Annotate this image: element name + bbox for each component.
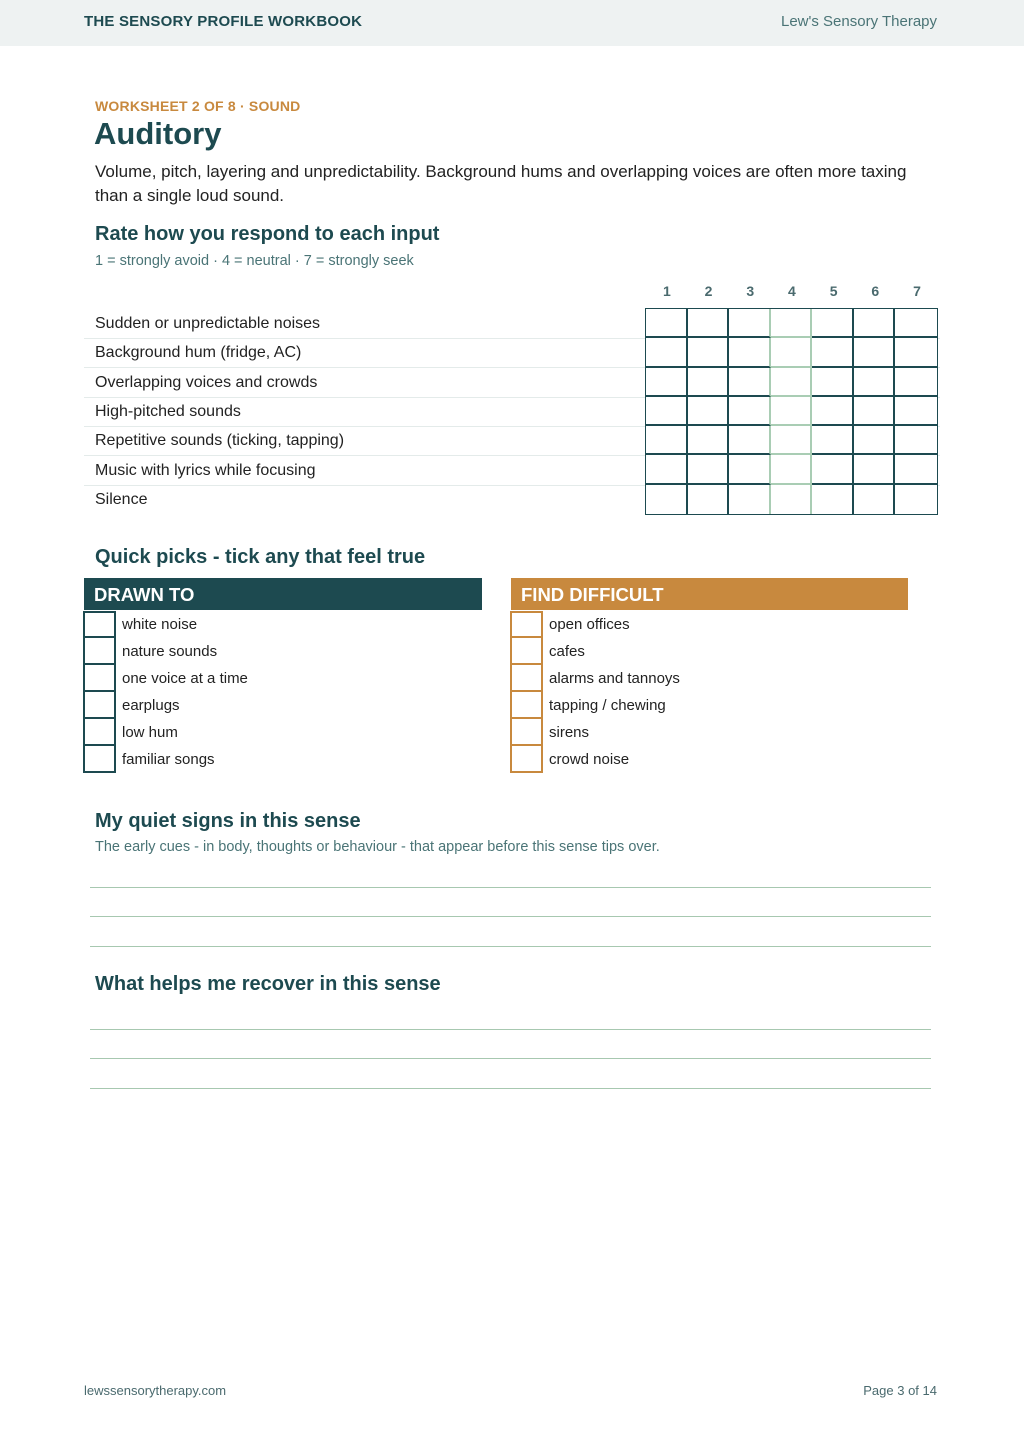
rating-cell[interactable] <box>729 309 771 338</box>
rating-cell[interactable] <box>854 397 896 426</box>
rating-cell[interactable] <box>895 426 937 455</box>
rating-cell[interactable] <box>771 368 813 397</box>
rating-cell[interactable] <box>812 426 854 455</box>
rating-cell[interactable] <box>812 309 854 338</box>
rating-heading: Rate how you respond to each input <box>95 223 440 245</box>
rating-cell[interactable] <box>688 368 730 397</box>
rating-cell[interactable] <box>812 455 854 484</box>
tick-checkbox[interactable] <box>510 692 543 719</box>
rating-cell[interactable] <box>895 455 937 484</box>
tick-checkbox[interactable] <box>510 665 543 692</box>
recovery-heading: What helps me recover in this sense <box>95 973 441 995</box>
drawn-to-item-label: familiar songs <box>122 751 215 768</box>
footer-website: lewssensorytherapy.com <box>84 1383 227 1398</box>
rating-cell[interactable] <box>854 426 896 455</box>
tick-checkbox[interactable] <box>83 692 116 719</box>
worksheet-intro: Volume, pitch, layering and unpredictability. Background hums and overlapping voices are often more taxing than a single loud sound. <box>95 162 907 205</box>
page-header <box>0 0 1024 46</box>
scale-label: 6 <box>871 283 880 299</box>
rating-cell[interactable] <box>688 485 730 514</box>
rating-item-label: Overlapping voices and crowds <box>95 374 318 391</box>
rating-cell[interactable] <box>895 338 937 367</box>
rating-cell[interactable] <box>812 368 854 397</box>
scale-label: 4 <box>788 283 796 299</box>
scale-label: 3 <box>746 283 755 299</box>
rating-cell[interactable] <box>646 397 688 426</box>
rating-cell[interactable] <box>771 338 813 367</box>
drawn-to-item-label: nature sounds <box>122 643 218 660</box>
brand-name: Lew's Sensory Therapy <box>781 13 937 30</box>
tick-checkbox[interactable] <box>510 638 543 665</box>
rating-item-label: Sudden or unpredictable noises <box>95 315 321 332</box>
find-difficult-item-label: cafes <box>549 643 585 660</box>
rating-cell[interactable] <box>688 455 730 484</box>
rating-item-label: Music with lyrics while focusing <box>95 462 316 479</box>
rating-scale-header <box>646 283 938 299</box>
rating-cell[interactable] <box>646 368 688 397</box>
writing-line[interactable] <box>90 1058 931 1059</box>
find-difficult-item-label: open offices <box>549 616 630 633</box>
rating-cell[interactable] <box>646 426 688 455</box>
tick-checkbox[interactable] <box>510 611 543 638</box>
rating-legend: 1 = strongly avoid · 4 = neutral · 7 = strongly seek <box>95 253 414 269</box>
worksheet-title: Auditory <box>94 116 222 151</box>
writing-line[interactable] <box>90 916 931 917</box>
tick-checkbox[interactable] <box>510 719 543 746</box>
rating-cell[interactable] <box>646 485 688 514</box>
rating-cell[interactable] <box>646 309 688 338</box>
tick-checkbox[interactable] <box>83 638 116 665</box>
quiet-signs-heading: My quiet signs in this sense <box>95 810 361 832</box>
drawn-to-header: DRAWN TO <box>84 578 482 610</box>
rating-cell[interactable] <box>771 397 813 426</box>
rating-cell[interactable] <box>812 397 854 426</box>
rating-cell[interactable] <box>688 397 730 426</box>
find-difficult-header: FIND DIFFICULT <box>511 578 908 610</box>
rating-item-label: Repetitive sounds (ticking, tapping) <box>95 432 345 449</box>
tick-checkbox[interactable] <box>83 746 116 773</box>
workbook-title: THE SENSORY PROFILE WORKBOOK <box>84 13 363 30</box>
rating-item-label: Background hum (fridge, AC) <box>95 344 302 361</box>
drawn-to-item-label: one voice at a time <box>122 670 248 687</box>
rating-cell[interactable] <box>688 338 730 367</box>
tick-checkbox[interactable] <box>83 719 116 746</box>
writing-line[interactable] <box>90 946 931 947</box>
rating-cell[interactable] <box>729 426 771 455</box>
rating-cell[interactable] <box>812 338 854 367</box>
rating-cell[interactable] <box>729 485 771 514</box>
rating-item-label: High-pitched sounds <box>95 403 241 420</box>
drawn-to-item-label: earplugs <box>122 697 180 714</box>
rating-cell[interactable] <box>729 368 771 397</box>
rating-cell[interactable] <box>771 485 813 514</box>
rating-cell[interactable] <box>895 485 937 514</box>
rating-cell[interactable] <box>771 455 813 484</box>
scale-label: 2 <box>704 283 713 299</box>
rating-cell[interactable] <box>729 455 771 484</box>
tick-checkbox[interactable] <box>510 746 543 773</box>
find-difficult-item-label: tapping / chewing <box>549 697 666 714</box>
scale-label: 5 <box>829 283 838 299</box>
quiet-signs-prompt: The early cues - in body, thoughts or behaviour - that appear before this sense tips over. <box>95 839 660 855</box>
rating-cell[interactable] <box>854 338 896 367</box>
rating-cell[interactable] <box>854 485 896 514</box>
find-difficult-item-label: sirens <box>549 724 590 741</box>
rating-cell[interactable] <box>688 426 730 455</box>
rating-cell[interactable] <box>854 455 896 484</box>
rating-cell[interactable] <box>646 338 688 367</box>
rating-cell[interactable] <box>729 397 771 426</box>
rating-cell[interactable] <box>895 368 937 397</box>
writing-line[interactable] <box>90 887 931 888</box>
drawn-to-item-label: white noise <box>122 616 198 633</box>
find-difficult-item-label: crowd noise <box>549 751 630 768</box>
worksheet-eyebrow: WORKSHEET 2 OF 8 · SOUND <box>95 98 301 114</box>
find-difficult-item-label: alarms and tannoys <box>549 670 680 687</box>
rating-item-label: Silence <box>95 491 148 508</box>
drawn-to-item-label: low hum <box>122 724 178 741</box>
footer-page-number: Page 3 of 14 <box>863 1383 937 1398</box>
rating-cell[interactable] <box>854 309 896 338</box>
tick-checkbox[interactable] <box>83 611 116 638</box>
rating-cell[interactable] <box>646 455 688 484</box>
rating-grid <box>645 308 938 515</box>
rating-cell[interactable] <box>688 309 730 338</box>
rating-cell[interactable] <box>771 426 813 455</box>
rating-cell[interactable] <box>812 485 854 514</box>
rating-cell[interactable] <box>854 368 896 397</box>
scale-label: 1 <box>662 283 671 299</box>
rating-cell[interactable] <box>771 309 813 338</box>
rating-cell[interactable] <box>895 309 937 338</box>
quick-picks-heading: Quick picks - tick any that feel true <box>95 546 426 568</box>
scale-label: 7 <box>913 283 921 299</box>
rating-cell[interactable] <box>729 338 771 367</box>
writing-line[interactable] <box>90 1088 931 1089</box>
writing-line[interactable] <box>90 1029 931 1030</box>
rating-cell[interactable] <box>895 397 937 426</box>
tick-checkbox[interactable] <box>83 665 116 692</box>
